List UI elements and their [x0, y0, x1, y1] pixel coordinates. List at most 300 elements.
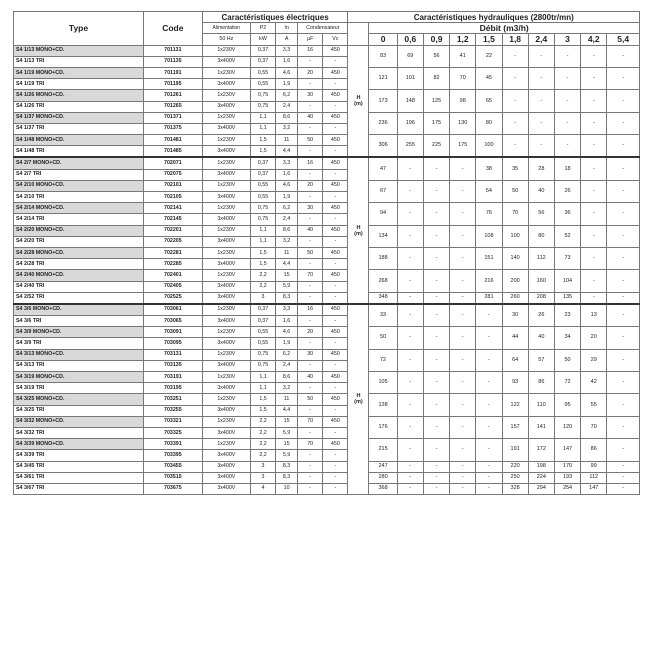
- head-value: -: [450, 203, 476, 225]
- cell-p2: 1,5: [250, 394, 275, 405]
- flow-header: 1,2: [450, 34, 476, 45]
- cell-p2: 0,75: [250, 101, 275, 112]
- head-value: 93: [502, 372, 528, 394]
- head-value: 281: [476, 292, 502, 304]
- cell-vc: 450: [323, 270, 348, 281]
- cell-uf: -: [298, 259, 323, 270]
- flow-header: 0,9: [423, 34, 449, 45]
- head-value: 151: [476, 247, 502, 269]
- cell-code: 703135: [144, 360, 203, 371]
- head-value: -: [607, 247, 640, 269]
- head-value: -: [450, 327, 476, 349]
- cell-alim: 3x400V: [202, 483, 250, 494]
- cell-vc: 450: [323, 135, 348, 146]
- head-value: 268: [369, 270, 397, 292]
- head-value: 120: [554, 416, 580, 438]
- cell-vc: -: [323, 169, 348, 180]
- head-value: -: [423, 472, 449, 483]
- head-value: 57: [528, 349, 554, 371]
- head-value: -: [607, 327, 640, 349]
- cell-type: S4 3/32 TRI: [14, 427, 144, 438]
- head-value: -: [502, 67, 528, 89]
- cell-alim: 3x400V: [202, 316, 250, 327]
- cell-type: S4 2/7 TRI: [14, 169, 144, 180]
- head-value: 26: [528, 304, 554, 327]
- head-value: 170: [554, 461, 580, 472]
- head-value: -: [607, 472, 640, 483]
- cell-uf: 20: [298, 327, 323, 338]
- cell-in: 4,4: [276, 405, 298, 416]
- head-label-h: H: [356, 95, 361, 101]
- cell-in: 5,9: [276, 281, 298, 292]
- head-value: 196: [397, 112, 423, 134]
- debit-header: Débit (m3/h): [369, 23, 640, 34]
- head-label: [348, 157, 369, 303]
- head-value: -: [581, 180, 607, 202]
- cell-p2: 0,37: [250, 56, 275, 67]
- head-value: 138: [369, 394, 397, 416]
- head-value: -: [450, 483, 476, 494]
- head-value: 29: [581, 349, 607, 371]
- cell-p2: 1,5: [250, 259, 275, 270]
- cell-in: 1,9: [276, 338, 298, 349]
- head-value: 34: [554, 327, 580, 349]
- cell-type: S4 2/7 MONO+CD.: [14, 157, 144, 169]
- cell-p2: 0,75: [250, 349, 275, 360]
- head-value: -: [423, 394, 449, 416]
- cell-p2: 3: [250, 292, 275, 304]
- cell-p2: 0,55: [250, 192, 275, 203]
- cell-vc: 450: [323, 304, 348, 316]
- head-value: -: [450, 304, 476, 327]
- head-value: -: [607, 461, 640, 472]
- electrical-header: Caractéristiques électriques: [202, 12, 348, 23]
- head-value: 76: [476, 203, 502, 225]
- head-value: -: [450, 157, 476, 180]
- head-value: -: [581, 157, 607, 180]
- cell-type: S4 3/32 MONO+CD.: [14, 416, 144, 427]
- head-value: 20: [581, 327, 607, 349]
- cell-code: 701265: [144, 101, 203, 112]
- cell-in: 11: [276, 394, 298, 405]
- head-value: 86: [581, 439, 607, 461]
- flow-header: 2,4: [528, 34, 554, 45]
- head-value: -: [607, 45, 640, 67]
- cell-alim: 3x400V: [202, 461, 250, 472]
- cell-uf: 30: [298, 90, 323, 101]
- head-value: -: [397, 203, 423, 225]
- cell-vc: 450: [323, 247, 348, 258]
- head-value: 172: [528, 439, 554, 461]
- table-row: [14, 135, 640, 146]
- cell-p2: 2,2: [250, 416, 275, 427]
- cell-code: 701481: [144, 135, 203, 146]
- head-value: 247: [369, 461, 397, 472]
- cell-vc: -: [323, 360, 348, 371]
- head-value: -: [581, 67, 607, 89]
- head-label-h: H: [356, 393, 361, 400]
- cell-alim: 3x400V: [202, 427, 250, 438]
- cell-code: 703395: [144, 450, 203, 461]
- vc-unit: Vc: [323, 34, 348, 45]
- cell-alim: 3x400V: [202, 146, 250, 158]
- cell-alim: 3x400V: [202, 360, 250, 371]
- cell-type: S4 1/26 TRI: [14, 101, 144, 112]
- head-value: 306: [369, 135, 397, 158]
- cell-code: 703455: [144, 461, 203, 472]
- cell-in: 10: [276, 483, 298, 494]
- cell-type: S4 2/28 MONO+CD.: [14, 247, 144, 258]
- cell-p2: 1,5: [250, 135, 275, 146]
- p2-header: P2: [250, 23, 275, 34]
- cell-alim: 1x230V: [202, 247, 250, 258]
- cell-p2: 0,55: [250, 327, 275, 338]
- cell-type: S4 2/40 MONO+CD.: [14, 270, 144, 281]
- cell-p2: 2,2: [250, 427, 275, 438]
- cell-uf: -: [298, 427, 323, 438]
- head-value: -: [450, 372, 476, 394]
- table-row: [14, 247, 640, 258]
- cell-code: 702141: [144, 203, 203, 214]
- cell-in: 1,9: [276, 192, 298, 203]
- head-value: 100: [502, 225, 528, 247]
- head-value: -: [528, 90, 554, 112]
- cell-type: S4 3/19 MONO+CD.: [14, 372, 144, 383]
- cell-alim: 3x400V: [202, 450, 250, 461]
- table-row: [14, 416, 640, 427]
- head-value: -: [423, 225, 449, 247]
- head-value: -: [397, 483, 423, 494]
- table-row: [14, 67, 640, 78]
- head-value: 134: [369, 225, 397, 247]
- cell-p2: 0,55: [250, 338, 275, 349]
- head-value: 125: [423, 90, 449, 112]
- flow-header: 4,2: [581, 34, 607, 45]
- table-row: [14, 439, 640, 450]
- cell-vc: 450: [323, 225, 348, 236]
- cell-code: 702071: [144, 157, 203, 169]
- cell-type: S4 2/52 TRI: [14, 292, 144, 304]
- head-value: 236: [369, 112, 397, 134]
- cell-in: 5,9: [276, 427, 298, 438]
- head-value: -: [476, 416, 502, 438]
- head-value: -: [450, 472, 476, 483]
- head-value: -: [554, 45, 580, 67]
- cell-uf: -: [298, 461, 323, 472]
- head-value: 104: [554, 270, 580, 292]
- cell-alim: 1x230V: [202, 67, 250, 78]
- cell-uf: 16: [298, 45, 323, 56]
- cell-uf: -: [298, 292, 323, 304]
- head-value: -: [397, 157, 423, 180]
- pump-table-body: [14, 45, 640, 495]
- cell-vc: -: [323, 281, 348, 292]
- kw-unit: kW: [250, 34, 275, 45]
- cell-p2: 1,1: [250, 372, 275, 383]
- cell-code: 703515: [144, 472, 203, 483]
- cell-code: 703251: [144, 394, 203, 405]
- code-header: Code: [144, 12, 203, 46]
- head-value: -: [450, 439, 476, 461]
- cell-in: 11: [276, 247, 298, 258]
- cell-code: 701485: [144, 146, 203, 158]
- head-value: -: [423, 483, 449, 494]
- cell-vc: -: [323, 383, 348, 394]
- head-value: 215: [369, 439, 397, 461]
- cell-type: S4 3/45 TRI: [14, 461, 144, 472]
- head-value: -: [554, 112, 580, 134]
- cell-in: 15: [276, 270, 298, 281]
- head-value: 23: [554, 304, 580, 327]
- cell-uf: 40: [298, 372, 323, 383]
- cell-code: 702401: [144, 270, 203, 281]
- cell-code: 701261: [144, 90, 203, 101]
- cell-in: 6,2: [276, 203, 298, 214]
- table-row: [14, 472, 640, 483]
- flow-header: 1,8: [502, 34, 528, 45]
- cell-alim: 1x230V: [202, 439, 250, 450]
- cell-uf: 40: [298, 112, 323, 123]
- head-value: 101: [397, 67, 423, 89]
- table-row: [14, 180, 640, 191]
- cell-code: 702201: [144, 225, 203, 236]
- head-value: -: [528, 112, 554, 134]
- head-value: -: [528, 67, 554, 89]
- cell-p2: 0,37: [250, 169, 275, 180]
- head-value: 22: [476, 45, 502, 67]
- head-value: 348: [369, 292, 397, 304]
- cell-code: 703095: [144, 338, 203, 349]
- head-value: 135: [554, 292, 580, 304]
- cell-type: S4 2/20 TRI: [14, 236, 144, 247]
- cell-vc: -: [323, 450, 348, 461]
- cell-p2: 0,37: [250, 157, 275, 169]
- cell-code: 703065: [144, 316, 203, 327]
- cell-type: S4 2/14 TRI: [14, 214, 144, 225]
- head-value: 38: [476, 157, 502, 180]
- table-row: [14, 112, 640, 123]
- table-row: [14, 90, 640, 101]
- head-value: -: [528, 135, 554, 158]
- head-value: -: [423, 304, 449, 327]
- cell-uf: 16: [298, 304, 323, 316]
- cell-in: 2,4: [276, 101, 298, 112]
- flow-header: 3: [554, 34, 580, 45]
- head-value: 73: [554, 247, 580, 269]
- head-value: -: [581, 135, 607, 158]
- head-value: 122: [502, 394, 528, 416]
- head-value: 50: [502, 180, 528, 202]
- cell-vc: -: [323, 338, 348, 349]
- cell-vc: -: [323, 472, 348, 483]
- cell-alim: 1x230V: [202, 90, 250, 101]
- cell-alim: 1x230V: [202, 45, 250, 56]
- head-value: 200: [502, 270, 528, 292]
- cell-p2: 0,75: [250, 214, 275, 225]
- head-value: 44: [502, 327, 528, 349]
- head-value: -: [397, 461, 423, 472]
- flow-header: 1,5: [476, 34, 502, 45]
- head-value: 47: [369, 157, 397, 180]
- head-value: 121: [369, 67, 397, 89]
- cell-code: 702525: [144, 292, 203, 304]
- head-value: 70: [581, 416, 607, 438]
- head-value: 80: [476, 112, 502, 134]
- head-label-h: H: [356, 224, 361, 231]
- head-value: -: [607, 135, 640, 158]
- cell-code: 703191: [144, 372, 203, 383]
- head-value: -: [450, 225, 476, 247]
- cell-uf: -: [298, 123, 323, 134]
- cell-code: 702405: [144, 281, 203, 292]
- cell-type: S4 2/20 MONO+CD.: [14, 225, 144, 236]
- head-value: 18: [554, 157, 580, 180]
- head-value: -: [607, 112, 640, 134]
- head-value: 33: [369, 304, 397, 327]
- head-value: -: [581, 90, 607, 112]
- head-value: -: [423, 157, 449, 180]
- cell-alim: 1x230V: [202, 416, 250, 427]
- cell-p2: 0,55: [250, 180, 275, 191]
- cell-code: 701131: [144, 45, 203, 56]
- table-row: [14, 292, 640, 304]
- head-value: 99: [581, 461, 607, 472]
- flow-header: 0: [369, 34, 397, 45]
- cell-uf: 30: [298, 203, 323, 214]
- cell-in: 3,2: [276, 123, 298, 134]
- table-row: [14, 157, 640, 169]
- head-value: 140: [502, 247, 528, 269]
- cell-uf: -: [298, 360, 323, 371]
- cell-alim: 3x400V: [202, 281, 250, 292]
- head-value: 80: [528, 225, 554, 247]
- cell-type: S4 2/28 TRI: [14, 259, 144, 270]
- cell-alim: 1x230V: [202, 327, 250, 338]
- head-value: 224: [528, 472, 554, 483]
- head-value: -: [423, 349, 449, 371]
- head-value: 294: [528, 483, 554, 494]
- head-value: 254: [554, 483, 580, 494]
- cell-vc: 450: [323, 394, 348, 405]
- head-value: 54: [476, 180, 502, 202]
- head-value: 255: [397, 135, 423, 158]
- cell-in: 15: [276, 439, 298, 450]
- head-value: 67: [369, 180, 397, 202]
- cell-vc: 450: [323, 372, 348, 383]
- cell-in: 4,4: [276, 259, 298, 270]
- cell-type: S4 3/25 MONO+CD.: [14, 394, 144, 405]
- head-value: 83: [369, 45, 397, 67]
- cell-code: 702101: [144, 180, 203, 191]
- cell-alim: 3x400V: [202, 338, 250, 349]
- head-value: -: [607, 372, 640, 394]
- head-value: -: [607, 270, 640, 292]
- cell-vc: 450: [323, 180, 348, 191]
- head-value: 216: [476, 270, 502, 292]
- cell-type: S4 3/39 MONO+CD.: [14, 439, 144, 450]
- cell-p2: 0,55: [250, 67, 275, 78]
- head-value: 30: [502, 304, 528, 327]
- cell-alim: 1x230V: [202, 225, 250, 236]
- cell-type: S4 1/37 MONO+CD.: [14, 112, 144, 123]
- cell-in: 3,3: [276, 45, 298, 56]
- head-value: -: [581, 203, 607, 225]
- head-value: -: [476, 394, 502, 416]
- cell-alim: 3x400V: [202, 101, 250, 112]
- cell-type: S4 1/13 MONO+CD.: [14, 45, 144, 56]
- cell-alim: 3x400V: [202, 383, 250, 394]
- cell-vc: -: [323, 214, 348, 225]
- head-value: -: [607, 90, 640, 112]
- head-value: -: [450, 292, 476, 304]
- head-value: -: [528, 45, 554, 67]
- head-value: 56: [423, 45, 449, 67]
- head-value: 160: [528, 270, 554, 292]
- head-value: 94: [369, 203, 397, 225]
- cell-vc: 450: [323, 45, 348, 56]
- head-value: -: [423, 247, 449, 269]
- head-value: -: [502, 135, 528, 158]
- cell-alim: 3x400V: [202, 214, 250, 225]
- head-value: 86: [528, 372, 554, 394]
- cell-in: 8,3: [276, 461, 298, 472]
- head-value: -: [397, 472, 423, 483]
- flow-header: 0,6: [397, 34, 423, 45]
- head-value: 198: [528, 461, 554, 472]
- head-value: -: [450, 349, 476, 371]
- cell-type: S4 2/10 MONO+CD.: [14, 180, 144, 191]
- cell-vc: 450: [323, 416, 348, 427]
- head-value: -: [502, 90, 528, 112]
- cell-in: 4,6: [276, 327, 298, 338]
- cell-code: 701375: [144, 123, 203, 134]
- head-value: 100: [476, 135, 502, 158]
- cell-vc: 450: [323, 439, 348, 450]
- cell-code: 702285: [144, 259, 203, 270]
- head-value: -: [476, 349, 502, 371]
- cell-type: S4 3/9 TRI: [14, 338, 144, 349]
- head-value: -: [397, 439, 423, 461]
- head-value: 72: [369, 349, 397, 371]
- head-value: 41: [450, 45, 476, 67]
- head-value: -: [397, 327, 423, 349]
- a-unit: A: [276, 34, 298, 45]
- head-value: -: [397, 394, 423, 416]
- cell-p2: 1,1: [250, 236, 275, 247]
- head-value: 50: [369, 327, 397, 349]
- cell-in: 4,6: [276, 67, 298, 78]
- cell-code: 701371: [144, 112, 203, 123]
- cell-alim: 3x400V: [202, 236, 250, 247]
- head-value: -: [476, 372, 502, 394]
- cell-p2: 1,5: [250, 146, 275, 158]
- cell-vc: 450: [323, 157, 348, 169]
- cell-in: 11: [276, 135, 298, 146]
- cell-uf: -: [298, 281, 323, 292]
- cell-vc: 450: [323, 327, 348, 338]
- cell-in: 4,4: [276, 146, 298, 158]
- head-value: -: [450, 416, 476, 438]
- head-value: 188: [369, 247, 397, 269]
- cell-in: 1,6: [276, 169, 298, 180]
- table-row: [14, 270, 640, 281]
- cell-uf: 50: [298, 135, 323, 146]
- cell-p2: 0,37: [250, 316, 275, 327]
- cell-vc: -: [323, 192, 348, 203]
- head-value: 26: [554, 180, 580, 202]
- cell-uf: -: [298, 169, 323, 180]
- head-value: -: [397, 372, 423, 394]
